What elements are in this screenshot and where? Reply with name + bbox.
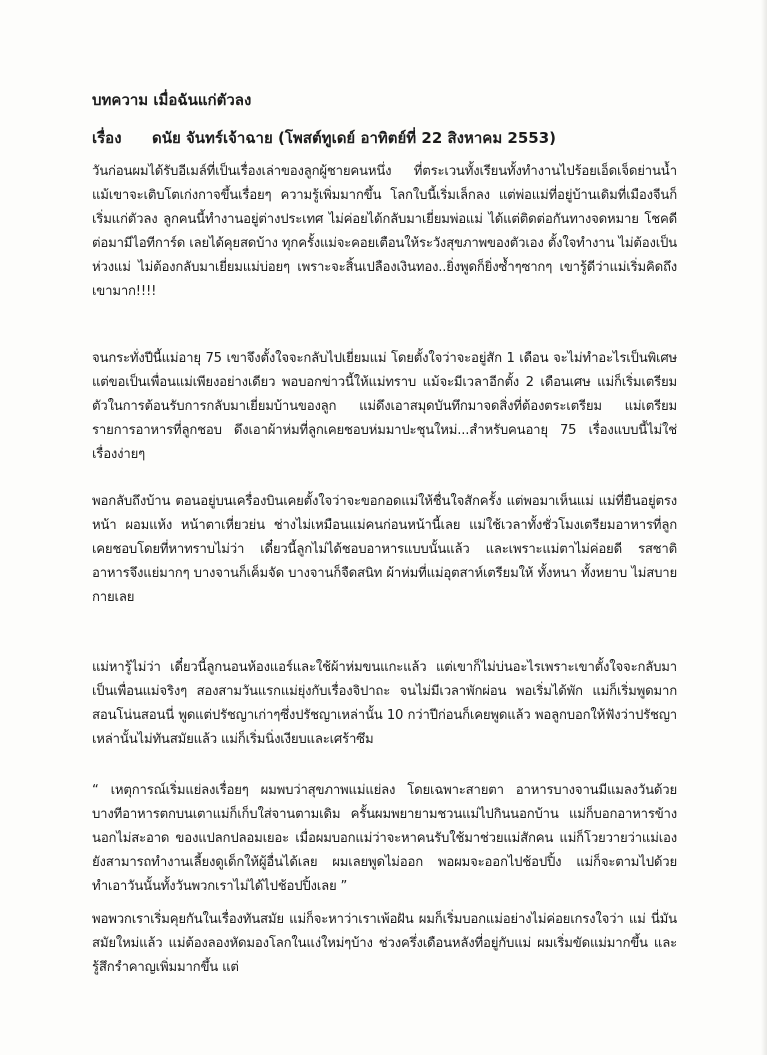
paragraph-1: วันก่อนผมได้รับอีเมล์ที่เป็นเรื่องเล่าของลูกผู้ชายคนหนึ่ง ที่ตระเวนทั้งเรียนทั้งทำงานไปร้อยเอ็ดเจ็ดย่านน้ำ แม้เขาจะเติบโตเก่งกาจขึ้นเรื่อยๆ ความรู้เพิ่มมากขึ้น โลกใบนี้เริ่มเล็กลง แต่พ่อแม่ที่อยู่บ้านเดิมที่เมืองจีนก็เริ่มแก่ตัวลง ลูกคนนี้ทำงานอยู่ต่างประเทศ ไม่ค่อยได้กลับมาเยี่ยมพ่อแม่ ได้แต่ติดต่อกันทางจดหมาย โชคดีต่อมามีไอทีการ์ด เลยได้คุยสดบ้าง ทุกครั้งแม่จะคอยเตือนให้ระวังสุขภาพของตัวเอง ตั้งใจทำงาน ไม่ต้องเป็นห่วงแม่ ไม่ต้องกลับมาเยี่ยมแม่บ่อยๆ เพราะจะสิ้นเปลืองเงินทอง..ยิ่งพูดก็ยิ่งซ้ำๆซากๆ เขารู้ดีว่าแม่เริ่มคิดถึงเขามาก!!!!: [92, 164, 677, 299]
paragraph-3: พอกลับถึงบ้าน ตอนอยู่บนเครื่องบินเคยตั้งใจว่าจะขอกอดแม่ให้ชื่นใจสักครั้ง แต่พอมาเห็นแม่ แม่ที่ยืนอยู่ตรงหน้า ผอมแห้ง หน้าตาเหี่ยวย่น ช่างไม่เหมือนแม่คนก่อนหน้านี้เลย แม่ใช้เวลาทั้งชั่วโมงเตรียมอาหารที่ลูกเคยชอบโดยที่หาทราบไม่ว่า เดี๋ยวนี้ลูกไม่ได้ชอบอาหารแบบนั้นแล้ว และเพราะแม่ตาไม่ค่อยดี รสชาติอาหารจึงแย่มากๆ บางจานก็เค็มจัด บางจานก็จืดสนิท ผ้าห่มที่แม่อุตสาห์เตรียมให้ ทั้งหนา ทั้งหยาบ ไม่สบายกายเลย: [92, 494, 677, 605]
paragraph-2: จนกระทั่งปีนี้แม่อายุ 75 เขาจึงตั้งใจจะกลับไปเยี่ยมแม่ โดยตั้งใจว่าจะอยู่สัก 1 เดือน จะไม่ทำอะไรเป็นพิเศษ แต่ขอเป็นเพื่อนแม่เพียงอย่างเดียว พอบอกข่าวนี้ให้แม่ทราบ แม้จะมีเวลาอีกตั้ง 2 เดือนเศษ แม่ก็เริ่มเตรียมตัวในการต้อนรับการกลับมาเยี่ยมบ้านของลูก แม่ดึงเอาสมุดบันทึกมาจดสิ่งที่ต้องตระเตรียม แม่เตรียมรายการอาหารที่ลูกชอบ ดึงเอาผ้าห่มที่ลูกเคยชอบห่มมาปะชุนใหม่...สำหรับคนอายุ 75 เรื่องแบบนี้ไม่ใช่เรื่องง่ายๆ: [92, 351, 677, 462]
article-subject-line: [92, 126, 556, 150]
paragraph-4: แม่หารู้ไม่ว่า เดี๋ยวนี้ลูกนอนห้องแอร์และใช้ผ้าห่มขนแกะแล้ว แต่เขาก็ไม่บ่นอะไรเพราะเขาตั้งใจจะกลับมาเป็นเพื่อนแม่จริงๆ สองสามวันแรกแม่ยุ่งกับเรื่องจิปาถะ จนไม่มีเวลาพักผ่อน พอเริ่มได้พัก แม่ก็เริ่มพูดมาก สอนโน่นสอนนี่ พูดแต่ปรัชญาเก่าๆซึ่งปรัชญาเหล่านั้น 10 กว่าปีก่อนก็เคยพูดแล้ว พอลูกบอกให้ฟังว่าปรัชญาเหล่านั้นไม่ทันสมัยแล้ว แม่ก็เริ่มนิ่งเงียบและเศร้าซึม: [92, 660, 677, 747]
subject-text: ดนัย จันทร์เจ้าฉาย (โพสต์ทูเดย์ อาทิตย์ที่ 22 สิงหาคม 2553): [152, 129, 557, 147]
article-title: บทความ เมื่อฉันแก่ตัวลง: [92, 91, 252, 109]
scan-edge-shadow: [761, 0, 767, 1055]
paragraph-5-quote: “ เหตุการณ์เริ่มแย่ลงเรื่อยๆ ผมพบว่าสุขภาพแม่แย่ลง โดยเฉพาะสายตา อาหารบางจานมีแมลงวันด้วย บางทีอาหารตกบนเตาแม่ก็เก็บใส่จานตามเดิม ครั้นผมพยายามชวนแม่ไปกินนอกบ้าน แม่ก็บอกอาหารข้างนอกไม่สะอาด ของแปลกปลอมเยอะ เมื่อผมบอกแม่ว่าจะหาคนรับใช้มาช่วยแม่สักคน แม่ก็โวยวายว่าแม่เองยังสามารถทำงานเลี้ยงดูเด็กให้ผู้อื่นได้เลย ผมเลยพูดไม่ออก พอผมจะออกไปช้อปปิ้ง แม่ก็จะตามไปด้วย ทำเอาวันนั้นทั้งวันพวกเราไม่ได้ไปช้อปปิ้งเลย ”: [92, 783, 677, 894]
paragraph-6: พอพวกเราเริ่มคุยกันในเรื่องทันสมัย แม่ก็จะหาว่าเราเพ้อฝัน ผมก็เริ่มบอกแม่อย่างไม่ค่อยเกรงใจว่า แม่ นี่มันสมัยใหม่แล้ว แม่ต้องลองหัดมองโลกในแง่ใหม่ๆบ้าง ช่วงครึ่งเดือนหลังที่อยู่กับแม่ ผมเริ่มขัดแม่มากขึ้น และรู้สึกรำคาญเพิ่มมากขึ้น แต่: [92, 912, 677, 975]
subject-label: เรื่อง: [92, 129, 122, 147]
